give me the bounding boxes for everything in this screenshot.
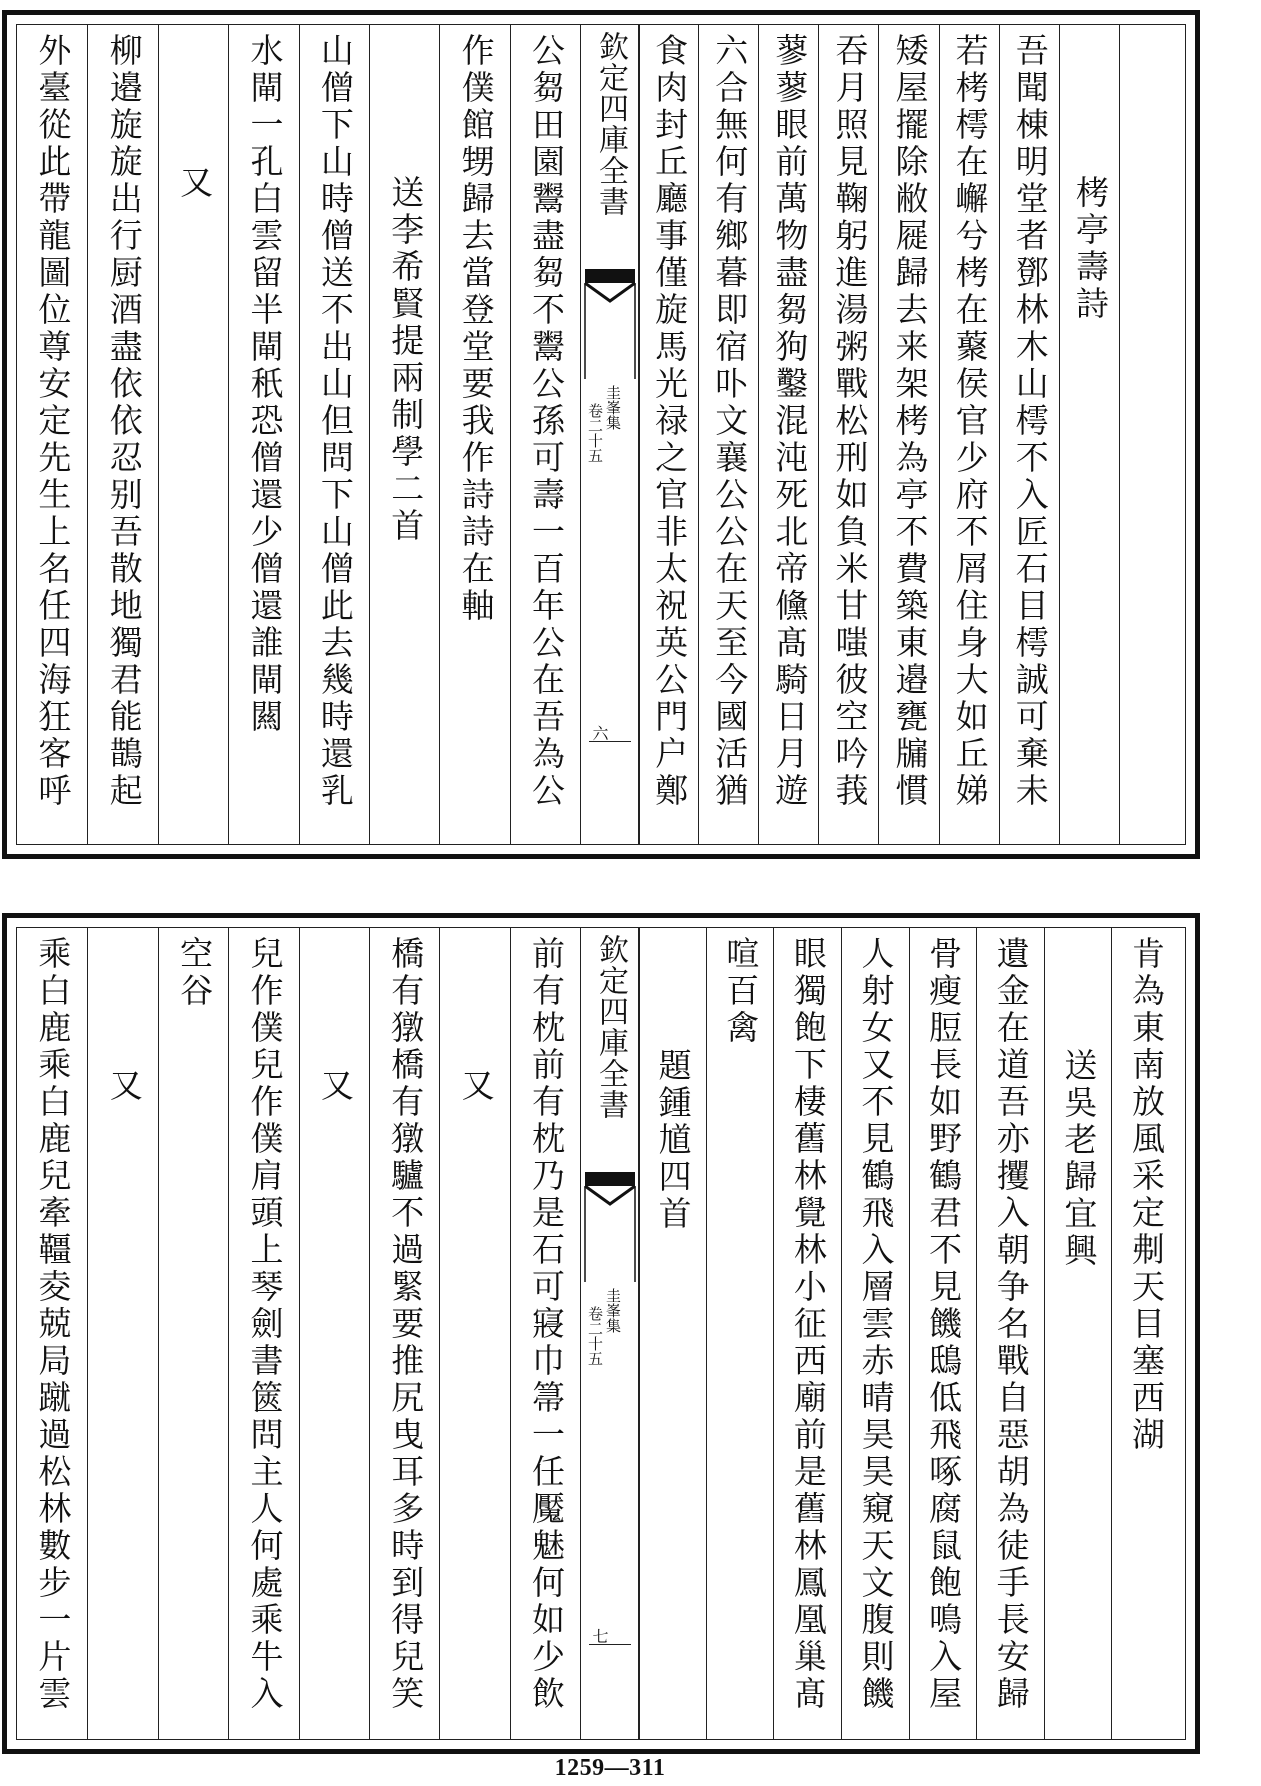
- gutter-volume: 卷二十五: [586, 1306, 604, 1366]
- bottom-book-page: [2, 913, 1200, 1754]
- text-column: [510, 25, 581, 844]
- column-text: 外臺從此帶龍圖位尊安定先生上名任四海狂客呼: [33, 33, 73, 810]
- column-text: 人射女又不見鶴飛入層雲赤晴昊昊窺天文腹則饑: [856, 936, 896, 1713]
- text-column: [87, 928, 158, 1739]
- gutter-volume: 卷二十五: [586, 403, 604, 463]
- text-column: [510, 928, 581, 1739]
- column-text: 眼獨飽下棲舊林覺林小征西廟前是舊林鳳凰巢髙: [788, 936, 828, 1713]
- text-column: [228, 928, 299, 1739]
- gutter-book-name: 圭峯集: [604, 385, 622, 430]
- column-text: 公芻田園鬻盡芻不鬻公孫可壽一百年公在吾為公: [527, 33, 566, 810]
- text-column: [369, 928, 440, 1739]
- text-column: [706, 928, 775, 1739]
- text-column: [439, 928, 510, 1739]
- column-text: 栲亭壽詩: [1070, 175, 1110, 323]
- column-text: 作僕館甥歸去當登堂要我作詩詩在軸: [456, 33, 496, 625]
- gutter-rule: [589, 1644, 631, 1645]
- column-text: 柳邉旋旋出行厨酒盡依依忍别吾散地獨君能鵲起: [104, 33, 144, 810]
- column-text: [1120, 33, 1180, 838]
- top-book-page: [2, 10, 1200, 859]
- column-text: 水閘一孔白雲留半閘秖恐僧還少僧還誰閘闗: [245, 33, 285, 736]
- text-column: [976, 928, 1045, 1739]
- fish-tail-mark-icon: [583, 1172, 637, 1282]
- column-text: 六合無何有鄉暮即宿卟文襄公公在天至今國活猶: [710, 33, 750, 810]
- column-text: 吞月照見鞠躬進湯粥戰松刑如負米甘嗤彼空吟莪: [830, 33, 870, 810]
- column-text: 遺金在道吾亦攫入朝争名戰自惡胡為徒手長安歸: [991, 936, 1031, 1713]
- column-text: 乘白鹿乘白鹿兒牽韁夌兢局蹴過松林數步一片雲: [33, 936, 73, 1713]
- text-column: [17, 25, 87, 844]
- top-page-frame: [16, 24, 1186, 845]
- gutter-rule: [589, 741, 631, 742]
- column-text: 橋有獤橋有獤驢不過緊要推尻曳耳多時到得兒笑: [386, 936, 426, 1713]
- text-column: [1119, 25, 1180, 844]
- column-text: 蓼蓼眼前萬物盡芻狗鑿混沌死北帝儵髙騎日月遊: [770, 33, 810, 810]
- text-column: [87, 25, 158, 844]
- text-column: [841, 928, 910, 1739]
- column-text: 送吳老歸宜興: [1059, 1048, 1099, 1270]
- column-text: 食肉封丘廳事僅旋馬光禄之官非太祝英公門户鄭: [650, 33, 690, 810]
- column-text: 空谷: [175, 936, 215, 1010]
- column-text: 又: [104, 1068, 144, 1105]
- text-column: [17, 928, 87, 1739]
- column-text: 喧百禽: [721, 936, 761, 1047]
- text-column: [758, 25, 819, 844]
- bottom-page-gutter: [580, 928, 640, 1739]
- column-text: 吾聞棟明堂者鄧林木山樗不入匠石目樗誠可棄未: [1010, 33, 1050, 810]
- text-column: [818, 25, 879, 844]
- text-column: [299, 25, 370, 844]
- bottom-page-frame: [16, 927, 1186, 1740]
- text-column: [1044, 928, 1113, 1739]
- gutter-collection-title: 欽定四庫全書: [593, 934, 628, 1120]
- text-column: [158, 928, 229, 1739]
- text-column: [698, 25, 759, 844]
- column-text: 又: [456, 1068, 496, 1105]
- column-text: 肯為東南放風采定刜天目塞西湖: [1127, 936, 1166, 1454]
- text-column: [158, 25, 229, 844]
- column-text: 又: [175, 165, 215, 202]
- text-column: [439, 25, 510, 844]
- column-text: 山僧下山時僧送不出山但問下山僧此去幾時還乳: [315, 33, 355, 810]
- text-column: [773, 928, 842, 1739]
- text-column: [228, 25, 299, 844]
- top-page-gutter: [580, 25, 640, 844]
- text-column: [638, 25, 699, 844]
- column-text: 若栲樗在嶰兮栲在藂侯官少府不屑住身大如丘娣: [950, 33, 990, 810]
- text-column: [299, 928, 370, 1739]
- text-column: [638, 928, 707, 1739]
- column-text: 送李希賢提兩制學二首: [386, 175, 426, 545]
- gutter-collection-title: 欽定四庫全書: [593, 31, 628, 217]
- text-column: [878, 25, 939, 844]
- gutter-page-number: 七: [590, 1628, 609, 1644]
- column-text: 矮屋擺除敝屣歸去来架栲為亭不費築東邉甕牖慣: [890, 33, 930, 810]
- column-text: 兒作僕兒作僕肩頭上琴劍書篋問主人何處乘牛入: [245, 936, 285, 1713]
- text-column: [1059, 25, 1120, 844]
- page-footer-number: 1259—311: [554, 1755, 666, 1781]
- gutter-page-number: 六: [590, 725, 609, 741]
- text-column: [939, 25, 1000, 844]
- text-column: [1111, 928, 1180, 1739]
- column-text: 又: [315, 1068, 355, 1105]
- text-column: [369, 25, 440, 844]
- fish-tail-mark-icon: [583, 269, 637, 379]
- text-column: [909, 928, 978, 1739]
- text-column: [999, 25, 1060, 844]
- column-text: 前有枕前有枕乃是石可寢巾箒一任魘魅何如少飲: [527, 936, 566, 1713]
- column-text: 骨瘦脰長如野鶴君不見饑鴟低飛啄腐鼠飽鳴入屋: [924, 936, 964, 1713]
- column-text: 題鍾馗四首: [653, 1048, 693, 1233]
- gutter-book-name: 圭峯集: [604, 1288, 622, 1333]
